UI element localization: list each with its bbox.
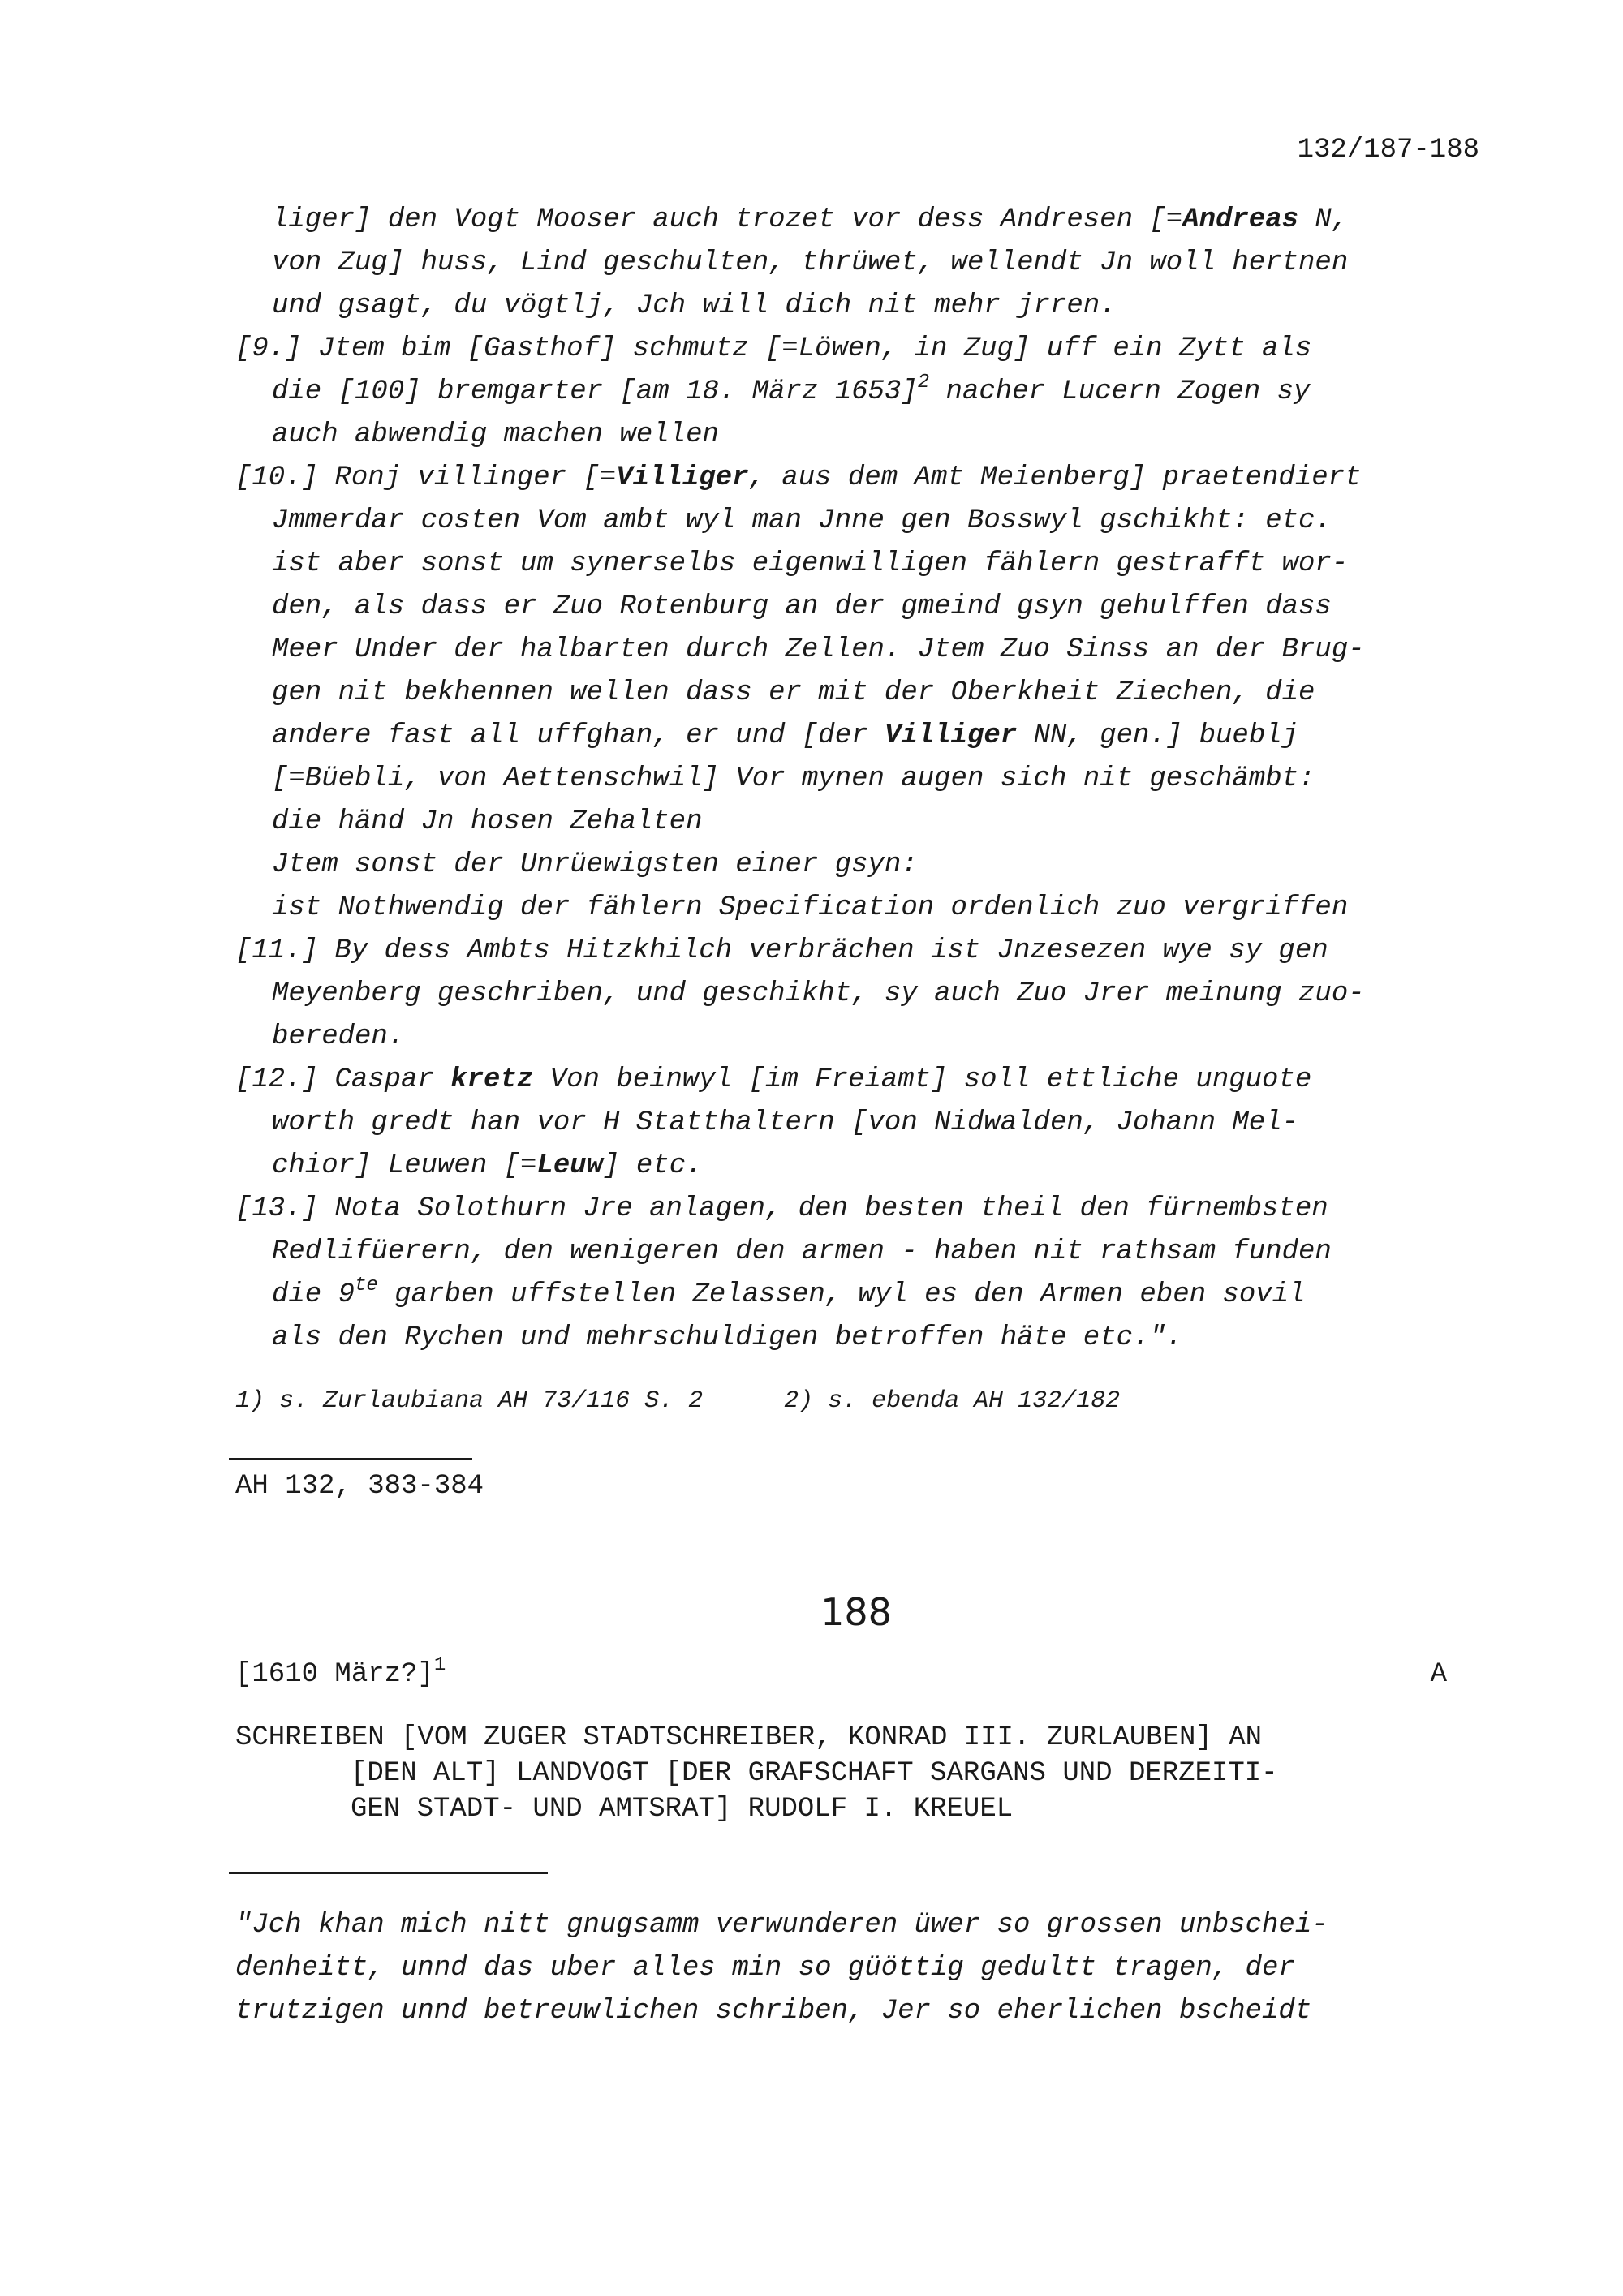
heading-line: [DEN ALT] LANDVOGT [DER GRAFSCHAFT SARGANS UND DERZEITI-	[351, 1758, 1278, 1789]
item-line: Redlifüerern, den wenigeren den armen - haben nit rathsam funden	[272, 1236, 1332, 1267]
item-line: als den Rychen und mehrschuldigen betroffen häte etc.".	[272, 1322, 1183, 1353]
item-line: auch abwendig machen wellen	[272, 419, 719, 450]
item-line	[235, 1274, 1485, 1317]
text-run: garben uffstellen Zelassen, wyl es den Armen eben sovil	[377, 1279, 1306, 1310]
intro-line-3: und gsagt, du vögtlj, Jch will dich nit mehr jrren.	[272, 290, 1117, 321]
item-line: [=Büebli, von Aettenschwil] Vor mynen augen sich nit geschämbt:	[272, 763, 1315, 794]
text-run: [12.] Caspar	[235, 1064, 451, 1095]
text-run: chior] Leuwen [=	[272, 1150, 537, 1181]
text-run: nacher Lucern Zogen sy	[929, 376, 1311, 407]
item-line	[235, 457, 1485, 500]
item-line: [13.] Nota Solothurn Jre anlagen, den besten theil den fürnembsten	[235, 1193, 1328, 1224]
source-reference: AH 132, 383-384	[235, 1471, 484, 1502]
item-line: worth gredt han vor H Statthaltern [von Nidwalden, Johann Mel-	[272, 1107, 1299, 1138]
text-run: die [100] bremgarter [am 18. März 1653]	[272, 376, 918, 407]
quote-line: "Jch khan mich nitt gnugsamm verwunderen üwer so grossen unbschei-	[235, 1910, 1328, 1941]
text-run: die 9	[272, 1279, 355, 1310]
item-line: ist aber sonst um synerselbs eigenwilligen fählern gestrafft wor-	[272, 548, 1349, 579]
text-run: ] etc.	[603, 1150, 703, 1181]
intro-text: N,	[1298, 204, 1349, 235]
item-line: [9.] Jtem bim [Gasthof] schmutz [=Löwen, in Zug] uff ein Zytt als	[235, 333, 1312, 364]
document-letter: A	[1430, 1659, 1447, 1690]
item-line: bereden.	[272, 1021, 405, 1052]
document-heading	[235, 1720, 1485, 1827]
name-villiger: Villiger	[884, 720, 1018, 751]
item-line: Jtem sonst der Unrüewigsten einer gsyn:	[272, 849, 918, 880]
date-text: [1610 März?]	[235, 1659, 434, 1690]
text-run: Von beinwyl [im Freiamt] soll ettliche unguote	[533, 1064, 1312, 1095]
text-run: , aus dem Amt Meienberg] praetendiert	[748, 462, 1362, 493]
item-line: ist Nothwendig der fählern Specification ordenlich zuo vergriffen	[272, 892, 1349, 923]
divider-rule	[229, 1872, 548, 1874]
item-line: Meer Under der halbarten durch Zellen. Jtem Zuo Sinss an der Brug-	[272, 634, 1365, 665]
name-kretz: kretz	[450, 1064, 534, 1095]
name-leuw: Leuw	[536, 1150, 604, 1181]
entry-text	[235, 199, 1485, 1360]
name-andreas: Andreas	[1182, 204, 1299, 235]
item-line	[235, 371, 1485, 414]
quote-line: trutzigen unnd betreuwlichen schriben, Jer so eherlichen bscheidt	[235, 1996, 1312, 2027]
item-line: Meyenberg geschriben, und geschikht, sy auch Zuo Jrer meinung zuo-	[272, 978, 1365, 1009]
item-11	[235, 930, 1485, 1059]
item-line: Jmmerdar costen Vom ambt wyl man Jnne gen Bosswyl gschikht: etc.	[272, 505, 1332, 536]
text-run: andere fast all uffghan, er und [der	[272, 720, 885, 751]
item-line: den, als dass er Zuo Rotenburg an der gmeind gsyn gehulffen dass	[272, 591, 1332, 622]
item-12	[235, 1059, 1485, 1188]
name-villiger: Villiger	[616, 462, 749, 493]
quote-line: denheitt, unnd das uber alles min so güöttig gedultt tragen, der	[235, 1953, 1295, 1984]
item-line: [11.] By dess Ambts Hitzkhilch verbrächen ist Jnzesezen wye sy gen	[235, 935, 1328, 966]
text-run: NN, gen.] bueblj	[1017, 720, 1299, 751]
item-line: die händ Jn hosen Zehalten	[272, 806, 703, 837]
footnotes	[235, 1387, 1120, 1415]
footnote-1: 1) s. Zurlaubiana AH 73/116 S. 2	[235, 1387, 704, 1415]
heading-line: GEN STADT- UND AMTSRAT] RUDOLF I. KREUEL	[351, 1794, 1014, 1825]
footnote-marker: 2	[917, 372, 930, 393]
intro-text: liger] den Vogt Mooser auch trozet vor dess Andresen [=	[272, 204, 1183, 235]
footnote-2: 2) s. ebenda AH 132/182	[784, 1387, 1121, 1415]
item-10	[235, 457, 1485, 930]
document-number: 188	[820, 1590, 892, 1634]
intro-line-1	[235, 199, 1485, 242]
divider-rule	[229, 1458, 472, 1460]
item-9	[235, 328, 1485, 457]
item-13	[235, 1188, 1485, 1360]
item-line: gen nit bekhennen wellen dass er mit der Oberkheit Ziechen, die	[272, 677, 1315, 708]
document-date	[235, 1654, 446, 1690]
text-run: [10.] Ronj villinger [=	[235, 462, 617, 493]
heading-line: SCHREIBEN [VOM ZUGER STADTSCHREIBER, KONRAD III. ZURLAUBEN] AN	[235, 1722, 1263, 1753]
footnote-marker: 1	[433, 1654, 446, 1676]
item-line	[235, 715, 1485, 758]
letter-quote	[235, 1904, 1485, 2033]
item-line	[235, 1145, 1485, 1188]
intro-line-2: von Zug] huss, Lind geschulten, thrüwet, wellendt Jn woll hertnen	[272, 247, 1349, 278]
page-reference: 132/187-188	[1297, 135, 1479, 166]
item-line	[235, 1059, 1485, 1102]
superscript: te	[355, 1275, 378, 1296]
